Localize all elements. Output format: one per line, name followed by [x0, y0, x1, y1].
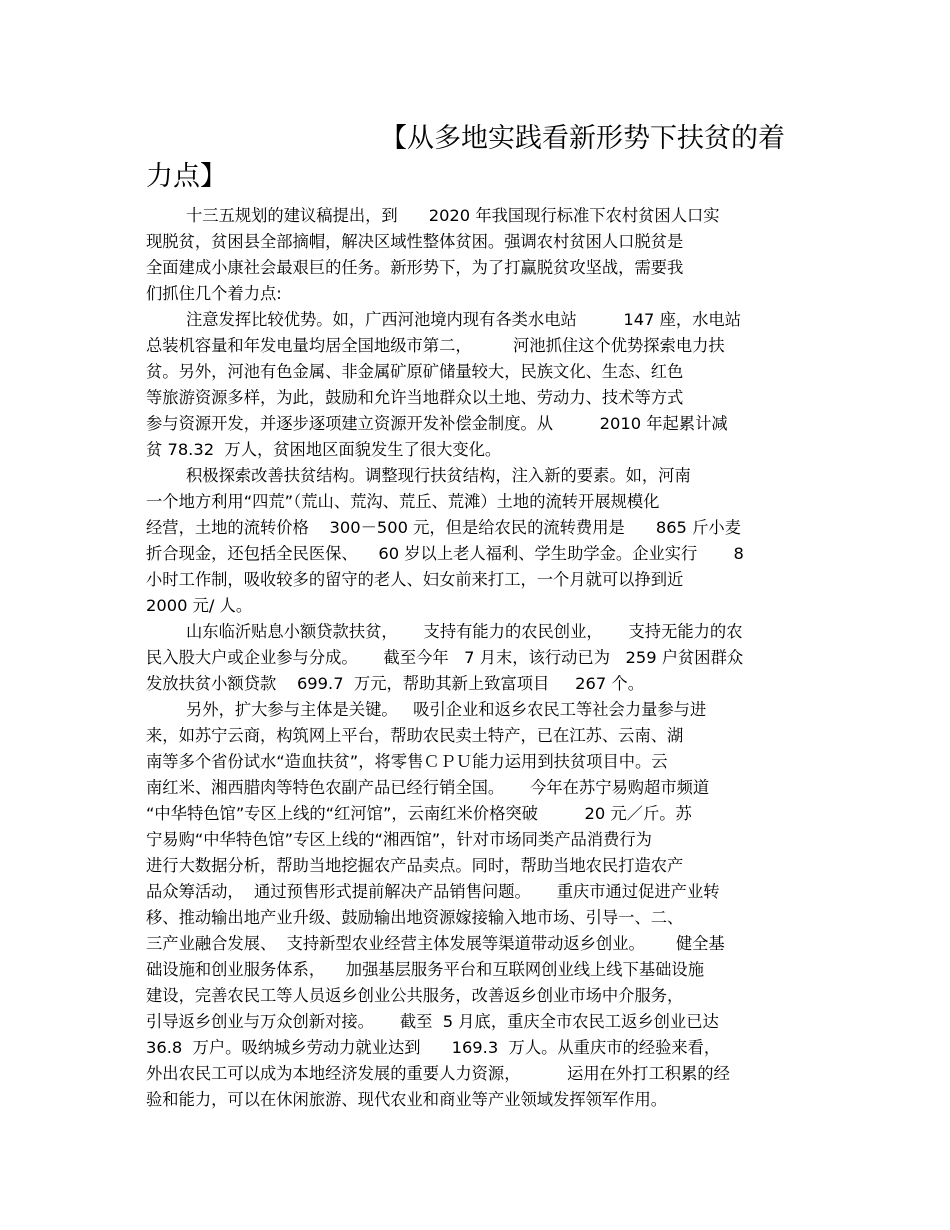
- body-line: 注意发挥比较优势。如，广西河池境内现有各类水电站 147 座，水电站: [186, 310, 741, 329]
- body-line: 三产业融合发展、 支持新型农业经营主体发展等渠道带动返乡创业。 健全基: [146, 934, 725, 953]
- body-line: 验和能力，可以在休闲旅游、现代农业和商业等产业领域发挥领军作用。: [146, 1090, 668, 1109]
- body-line: 础设施和创业服务体系， 加强基层服务平台和互联网创业线上线下基础设施: [146, 960, 704, 979]
- body-line: 参与资源开发，并逐步逐项建立资源开发补偿金制度。从 2010 年起累计减: [146, 414, 728, 433]
- body-line: 一个地方利用“四荒”（荒山、荒沟、荒丘、荒滩）土地的流转开展规模化: [146, 492, 660, 511]
- body-line: 积极探索改善扶贫结构。调整现行扶贫结构，注入新的要素。如，河南: [186, 466, 691, 485]
- body-line: 现脱贫，贫困县全部摘帽，解决区域性整体贫困。强调农村贫困人口脱贫是: [146, 232, 684, 251]
- body-line: 外出农民工可以成为本地经济发展的重要人力资源， 运用在外打工积累的经: [146, 1064, 730, 1083]
- body-line: 民入股大户或企业参与分成。 截至今年 7 月末，该行动已为 259 户贫困群众: [146, 648, 744, 667]
- body-line: 经营，土地的流转价格 300－500 元，但是给农民的流转费用是 865 斤小麦: [146, 518, 741, 537]
- body-line: “中华特色馆”专区上线的“红河馆”，云南红米价格突破 20 元／斤。苏: [146, 804, 692, 823]
- body-line: 引导返乡创业与万众创新对接。 截至 5 月底，重庆全市农民工返乡创业已达: [146, 1012, 719, 1031]
- document-title-line-1: 【从多地实践看新形势下扶贫的着: [380, 123, 785, 154]
- body-line: 建设，完善农民工等人员返乡创业公共服务，改善返乡创业市场中介服务，: [146, 986, 684, 1005]
- body-line: 宁易购“中华特色馆”专区上线的“湘西馆”，针对市场同类产品消费行为: [146, 830, 652, 849]
- body-line: 品众筹活动， 通过预售形式提前解决产品销售问题。 重庆市通过促进产业转: [146, 882, 720, 901]
- body-line: 南等多个省份试水“造血扶贫”，将零售ＣＰＵ能力运用到扶贫项目中。云: [146, 752, 668, 771]
- body-line: 等旅游资源多样，为此，鼓励和允许当地群众以土地、劳动力、技术等方式: [146, 388, 684, 407]
- body-line: 总装机容量和年发电量均居全国地级市第二， 河池抓住这个优势探索电力扶: [146, 336, 725, 355]
- body-line: 山东临沂贴息小额贷款扶贫， 支持有能力的农民创业， 支持无能力的农: [186, 622, 743, 641]
- body-line: 贫 78.32 万人，贫困地区面貌发生了很大变化。: [146, 440, 502, 459]
- document-body: [146, 203, 806, 1113]
- body-line: 2000 元/ 人。: [146, 596, 253, 615]
- body-line: 折合现金，还包括全民医保、 60 岁以上老人福利、学生助学金。企业实行 8: [146, 544, 744, 563]
- body-line: 来，如苏宁云商，构筑网上平台，帮助农民卖土特产，已在江苏、云南、湖: [146, 726, 684, 745]
- body-line: 全面建成小康社会最艰巨的任务。新形势下，为了打赢脱贫攻坚战，需要我: [146, 258, 684, 277]
- body-line: 南红米、湘西腊肉等特色农副产品已经行销全国。 今年在苏宁易购超市频道: [146, 778, 710, 797]
- body-line: 小时工作制，吸收较多的留守的老人、妇女前来打工，一个月就可以挣到近: [146, 570, 684, 589]
- body-line: 移、推动输出地产业升级、鼓励输出地资源嫁接输入地市场、引导一、二、: [146, 908, 684, 927]
- body-line: 贫。另外，河池有色金属、非金属矿原矿储量较大，民族文化、生态、红色: [146, 362, 684, 381]
- body-line: 36.8 万户。吸纳城乡劳动力就业达到 169.3 万人。从重庆市的经验来看，: [146, 1038, 721, 1057]
- body-line: 发放扶贫小额贷款 699.7 万元，帮助其新上致富项目 267 个。: [146, 674, 644, 693]
- body-line: 进行大数据分析，帮助当地挖掘农产品卖点。同时，帮助当地农民打造农产: [146, 856, 684, 875]
- body-line: 另外，扩大参与主体是关键。 吸引企业和返乡农民工等社会力量参与进: [186, 700, 707, 719]
- body-line: 们抓住几个着力点:: [146, 284, 282, 303]
- document-title-line-2: 力点】: [146, 161, 227, 192]
- body-line: 十三五规划的建议稿提出，到 2020 年我国现行标准下农村贫困人口实: [186, 206, 720, 225]
